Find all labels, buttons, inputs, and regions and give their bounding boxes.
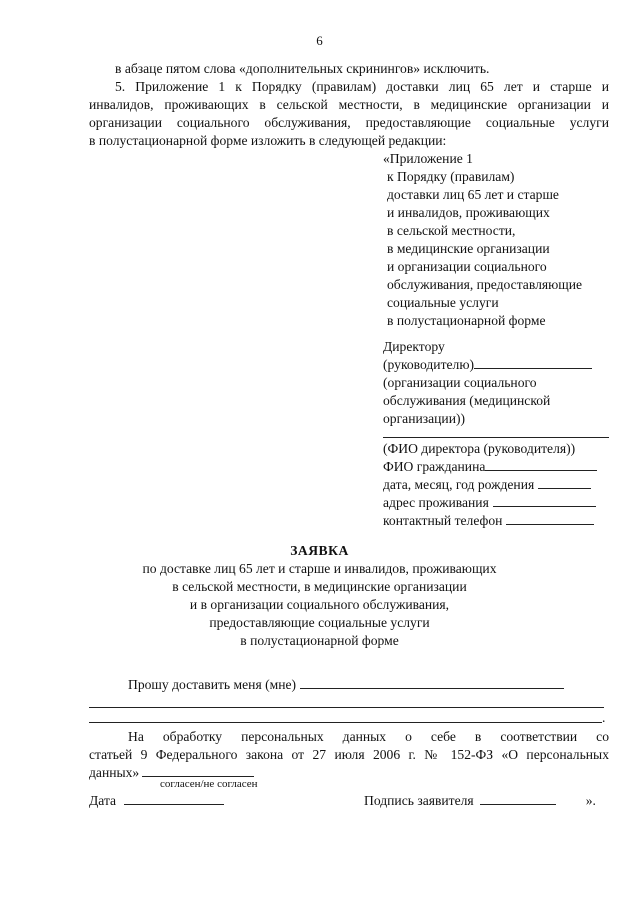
signature-blank[interactable]	[480, 792, 556, 805]
phone-blank[interactable]	[506, 512, 594, 525]
paragraph-5-line-1: 5. Приложение 1 к Порядку (правилам) доставки лиц 65 лет и старше и	[115, 79, 609, 94]
application-subtitle-line: по доставке лиц 65 лет и старше и инвалидов, проживающих	[142, 561, 497, 576]
request-label: Прошу доставить меня (мне)	[128, 677, 297, 692]
page-number: 6	[316, 33, 323, 48]
director-name-blank[interactable]	[383, 437, 609, 438]
appendix-line: и инвалидов, проживающих	[387, 205, 550, 220]
request-blank-line[interactable]	[89, 722, 602, 723]
address-blank[interactable]	[493, 494, 596, 507]
appendix-line: «Приложение 1	[383, 151, 473, 166]
appendix-line: обслуживания, предоставляющие	[387, 277, 583, 292]
request-blank[interactable]	[300, 676, 564, 689]
application-title: ЗАЯВКА	[290, 543, 349, 558]
appendix-line: в сельской местности,	[387, 223, 516, 238]
application-subtitle-line: предоставляющие социальные услуги	[209, 615, 430, 630]
date-blank[interactable]	[124, 792, 224, 805]
consent-line-2: статьей 9 Федерального закона от 27 июля 2006 г. № 152-ФЗ «О персональных	[89, 747, 609, 762]
appendix-line: социальные услуги	[387, 295, 499, 310]
consent-line-3-text: данных»	[89, 765, 140, 780]
application-subtitle-line: в сельской местности, в медицинские организации	[172, 579, 467, 594]
appendix-line: в медицинские организации	[387, 241, 550, 256]
address-label: адрес проживания	[383, 495, 489, 510]
intro-line: в абзаце пятом слова «дополнительных скринингов» исключить.	[115, 61, 490, 76]
addressee-org-line: обслуживания (медицинской	[383, 393, 551, 408]
paragraph-5-line-3: организации социального обслуживания, предоставляющие социальные услуги	[89, 115, 609, 130]
paragraph-5-line-2: инвалидов, проживающих в сельской местности, в медицинские организации и	[89, 97, 609, 112]
phone-label: контактный телефон	[383, 513, 503, 528]
request-blank-line[interactable]	[89, 707, 604, 708]
date-label: Дата	[89, 793, 117, 808]
addressee-org-line: (организации социального	[383, 375, 537, 390]
signature-label: Подпись заявителя	[364, 793, 474, 808]
consent-blank[interactable]	[142, 764, 254, 777]
appendix-line: к Порядку (правилам)	[387, 169, 515, 184]
head-name-blank[interactable]	[474, 356, 592, 369]
consent-line-1: На обработку персональных данных о себе в соответствии со	[128, 729, 609, 744]
consent-hint: согласен/не согласен	[160, 778, 258, 790]
applicant-block	[383, 440, 597, 530]
appendix-line: доставки лиц 65 лет и старше	[387, 187, 559, 202]
paragraph-5-line-4: в полустационарной форме изложить в следующей редакции:	[89, 133, 447, 148]
appendix-header	[383, 150, 582, 330]
addressee-org-line: организации))	[383, 411, 466, 426]
request-line	[128, 676, 608, 694]
signature-end-mark: ».	[585, 793, 596, 808]
application-subtitle-line: в полустационарной форме	[240, 633, 399, 648]
signature-line	[364, 792, 609, 810]
citizen-name-label: ФИО гражданина	[383, 459, 486, 474]
birth-date-blank[interactable]	[538, 476, 591, 489]
application-subtitle-line: и в организации социального обслуживания,	[189, 597, 450, 612]
appendix-line: и организации социального	[387, 259, 547, 274]
appendix-line: в полустационарной форме	[387, 313, 546, 328]
birth-date-label: дата, месяц, год рождения	[383, 477, 535, 492]
addressee-head: (руководителю)	[383, 357, 475, 372]
date-line	[89, 792, 239, 810]
director-name-caption: (ФИО директора (руководителя))	[383, 441, 576, 456]
addressee-block	[383, 338, 592, 428]
request-period: .	[602, 710, 606, 725]
citizen-name-blank[interactable]	[485, 458, 597, 471]
addressee-to: Директору	[383, 339, 445, 354]
